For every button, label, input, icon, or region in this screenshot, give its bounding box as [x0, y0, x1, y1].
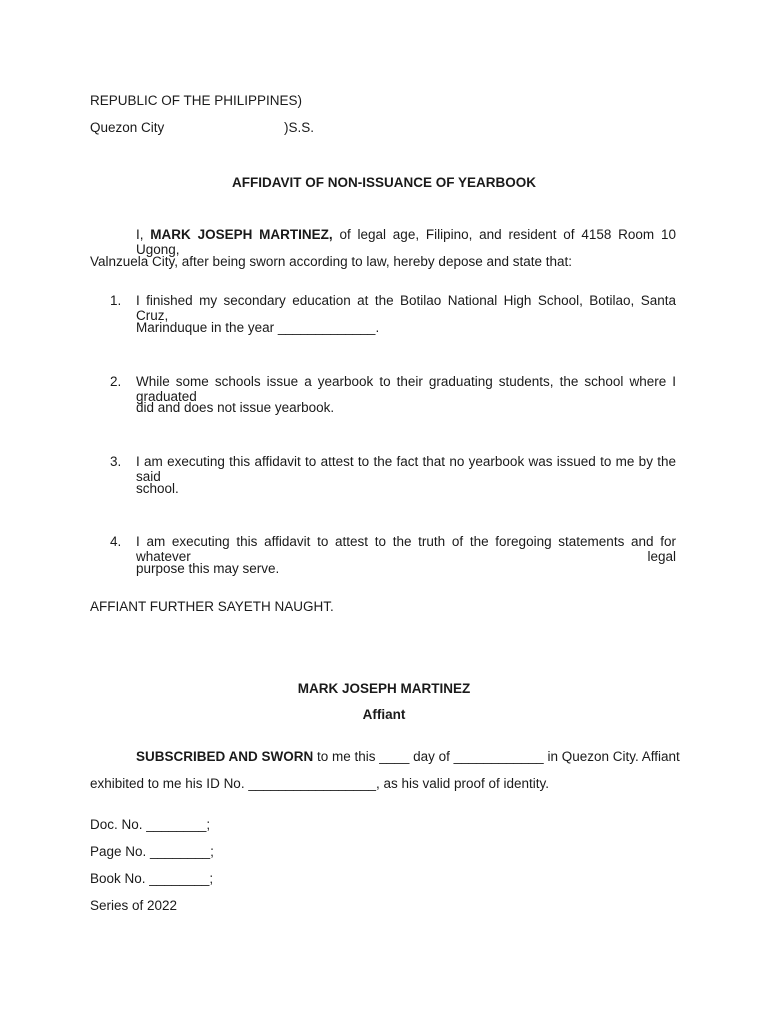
item-3-line-1: I am executing this affidavit to attest to the fact that no yearbook was issued to me by the said [136, 454, 676, 484]
item-2-number: 2. [110, 374, 122, 389]
item-3-number: 3. [110, 454, 122, 469]
item-4-number: 4. [110, 534, 122, 549]
ss-marker: )S.S. [284, 120, 315, 135]
item-1-line-2: Marinduque in the year _____________. [136, 320, 380, 335]
document-title: AFFIDAVIT OF NON-ISSUANCE OF YEARBOOK [231, 175, 536, 190]
item-1-line-1: I finished my secondary education at the Botilao National High School, Botilao, Santa Cruz, [136, 293, 676, 323]
item-4-line-2: purpose this may serve. [136, 561, 280, 576]
intro-prefix: I, [136, 227, 151, 242]
doc-number: Doc. No. ________; [90, 817, 211, 832]
jurat-line-1 [136, 749, 680, 764]
jurat-line-1-rest: to me this ____ day of ____________ in Quezon City. Affiant [313, 749, 680, 764]
city-line: Quezon City [90, 120, 165, 135]
item-2-line-1: While some schools issue a yearbook to their graduating students, the school where I graduated [136, 374, 676, 404]
intro-line-1-rest: of legal age, Filipino, and resident of 4158 Room 10 Ugong, [136, 227, 676, 257]
jurat-line-2: exhibited to me his ID No. _________________, as his valid proof of identity. [90, 776, 550, 791]
item-4-line-1: I am executing this affidavit to attest to the truth of the foregoing statements and for whatever legal [136, 534, 676, 564]
signature-role: Affiant [362, 707, 406, 722]
signature-name: MARK JOSEPH MARTINEZ [297, 681, 471, 696]
further-sayeth: AFFIANT FURTHER SAYETH NAUGHT. [90, 599, 334, 614]
jurat-bold: SUBSCRIBED AND SWORN [136, 749, 314, 764]
item-2-line-2: did and does not issue yearbook. [136, 400, 335, 415]
page-number: Page No. ________; [90, 844, 214, 859]
series-year: Series of 2022 [90, 898, 178, 913]
intro-line-2: Valnzuela City, after being sworn according to law, hereby depose and state that: [90, 254, 573, 269]
item-1-number: 1. [110, 293, 122, 308]
affiant-name-inline: MARK JOSEPH MARTINEZ, [150, 227, 333, 242]
republic-line: REPUBLIC OF THE PHILIPPINES) [90, 93, 303, 108]
book-number: Book No. ________; [90, 871, 214, 886]
item-3-line-2: school. [136, 481, 179, 496]
intro-line-1 [136, 227, 676, 257]
